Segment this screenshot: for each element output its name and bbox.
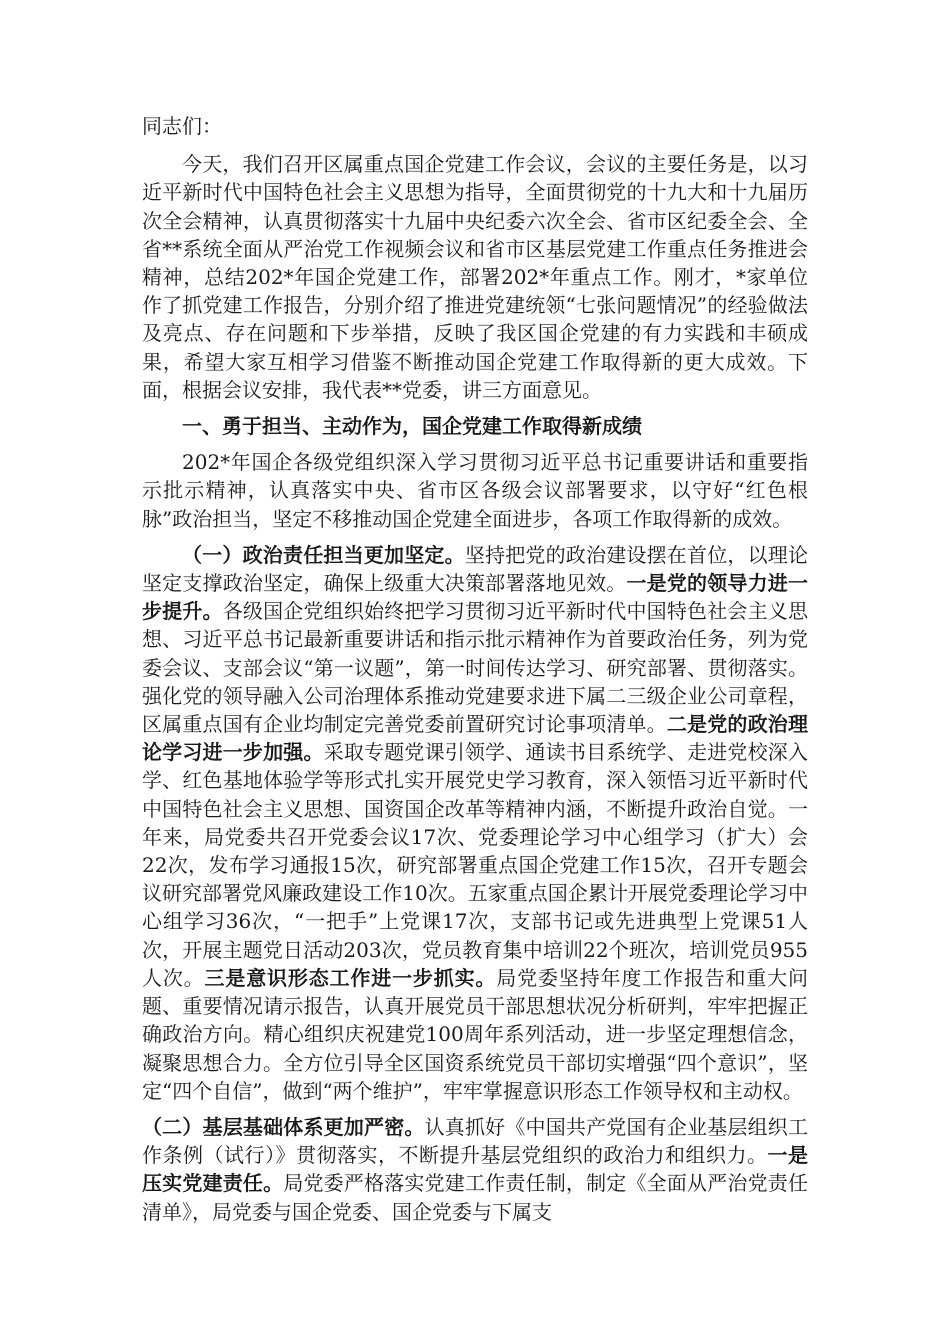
subsection1-point3-title: 三是意识形态工作进一步抓实。 xyxy=(204,965,497,990)
section1-intro: 202*年国企各级党组织深入学习贯彻习近平总书记重要讲话和重要指示批示精神，认真落实中央、省市区各级会议部署要求，以守好“红色根脉”政治担当，坚定不移推动国企党建全面进步，各项工作取得新的成效。 xyxy=(142,450,808,531)
subsection2-title: （二）基层基础体系更加严密。 xyxy=(142,1114,425,1139)
intro-paragraph: 今天，我们召开区属重点国企党建工作会议，会议的主要任务是，以习近平新时代中国特色社会主义思想为指导，全面贯彻党的十九大和十九届历次全会精神，认真贯彻落实十九届中央纪委六次全会、省市区纪委全会、全省**系统全面从严治党工作视频会议和省市区基层党建工作重点任务推进会精神，总结202*年国企党建工作，部署202*年重点工作。刚才，*家单位作了抓党建工作报告，分别介绍了推进党建统领“七张问题情况”的经验做法及亮点、存在问题和下步举措，反映了我区国企党建的有力实践和丰硕成果，希望大家互相学习借鉴不断推动国企党建工作取得新的更大成效。下面，根据会议安排，我代表**党委，讲三方面意见。 xyxy=(142,152,808,402)
subsection1-point1-title: 一是党的领导力进一步提升。 xyxy=(142,571,808,624)
subsection1-text: 坚持把党的政治建设摆在首位，以理论坚定支撑政治坚定，确保上级重大决策部署落地见效。 xyxy=(142,542,809,596)
subsection1-title: （一）政治责任担当更加坚定。 xyxy=(182,542,465,567)
subsection2-text: 认真抓好《中国共产党国有企业基层组织工作条例（试行）》贯彻落实，不断提升基层党组织的政治力和组织力。 xyxy=(142,1114,808,1168)
subsection2-point1-text: 局党委严格落实党建工作责任制，制定《全面从严治党责任清单》，局党委与国企党委、国企党委与下属支 xyxy=(142,1171,808,1224)
section1-heading: 一、勇于担当、主动作为，国企党建工作取得新成绩 xyxy=(182,414,642,439)
subsection1-paragraph xyxy=(142,541,808,1105)
subsection2-point1-title: 一是压实党建责任。 xyxy=(142,1143,808,1196)
subsection1-point1-text: 各级国企党组织始终把学习贯彻习近平新时代中国特色社会主义思想、习近平总书记最新重要讲话和指示批示精神作为首要政治任务，列为党委会议、支部会议“第一议题”，第一时间传达学习、研究部署、贯彻落实。强化党的领导融入公司治理体系推动党建要求进下属二三级企业公司章程，区属重点国有企业均制定完善党委前置研究讨论事项清单。 xyxy=(142,599,808,737)
subsection2-paragraph xyxy=(142,1113,808,1226)
greeting: 同志们： xyxy=(142,114,222,138)
subsection1-point2-title: 二是党的政治理论学习进一步加强。 xyxy=(142,712,808,765)
subsection1-point2-text: 采取专题党课引领学、通读书目系统学、走进党校深入学、红色基地体验学等形式扎实开展党史学习教育，深入领悟习近平新时代中国特色社会主义思想、国资国企改革等精神内涵，不断提升政治自觉。一年来，局党委共召开党委会议17次、党委理论学习中心组学习（扩大）会22次，发布学习通报15次，研究部署重点国企党建工作15次，召开专题会议研究部署党风廉政建设工作10次。五家重点国企累计开展党委理论学习中心组学习36次，“一把手”上党课17次，支部书记或先进典型上党课51人次，开展主题党日活动203次，党员教育集中培训22个班次，培训党员955人次。 xyxy=(142,740,808,990)
document-page xyxy=(142,112,808,1234)
subsection1-point3-text: 局党委坚持年度工作报告和重大问题、重要情况请示报告，认真开展党员干部思想状况分析研判，牢牢把握正确政治方向。精心组织庆祝建党100周年系列活动，进一步坚定理想信念，凝聚思想合力。全方位引导全区国资系统党员干部切实增强“四个意识”，坚定“四个自信”，做到“两个维护”，牢牢掌握意识形态工作领导权和主动权。 xyxy=(142,965,809,1103)
